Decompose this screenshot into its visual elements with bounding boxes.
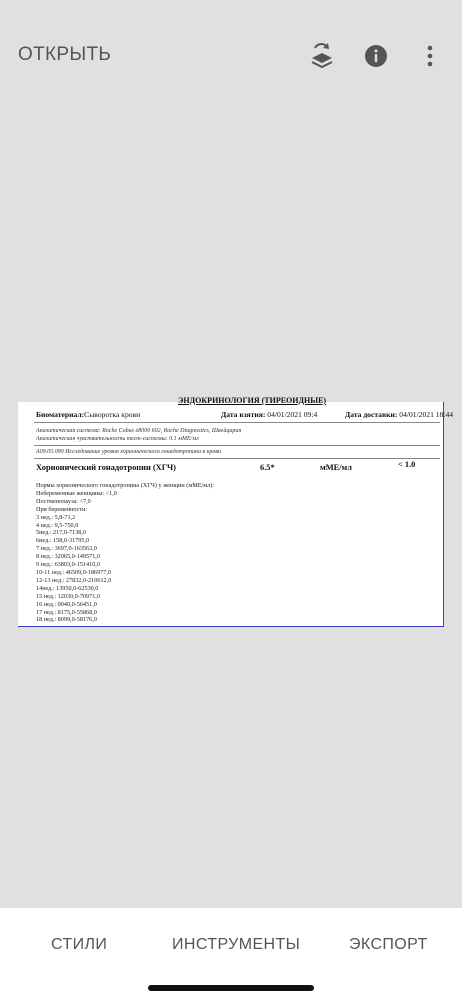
norm-line: Небеременные женщины: <1,0	[36, 489, 117, 497]
test-name: Хорионический гонадотропин (ХГЧ)	[36, 463, 176, 472]
tab-tools[interactable]: ИНСТРУМЕНТЫ	[172, 936, 301, 953]
biomaterial-label: Биоматериал:	[36, 410, 85, 419]
divider	[34, 422, 440, 423]
divider	[34, 458, 440, 459]
norm-line: 8 нед.: 32065,0-149571,0	[36, 553, 100, 561]
norm-line: При беременности:	[36, 505, 88, 513]
norm-line: 18 нед.: 8099,0-58176,0	[36, 616, 97, 624]
norm-line: 17 нед.: 8175,0-55868,0	[36, 608, 97, 616]
document-image[interactable]	[18, 396, 454, 627]
norm-line: 6нед.: 158,0-31795,0	[36, 537, 90, 545]
test-reference: < 1.0	[398, 460, 416, 469]
study-code: A09.05.090 Исследование уровня хорионического гонадотропина в крови	[36, 449, 221, 455]
section-header: ЭНДОКРИНОЛОГИЯ (ТИРЕОИДНЫЕ)	[178, 396, 327, 405]
tab-styles[interactable]: СТИЛИ	[51, 936, 108, 953]
open-button[interactable]: ОТКРЫТЬ	[18, 44, 112, 65]
norm-line: 14нед.: 13950,0-62530,0	[36, 584, 99, 592]
preview-canvas[interactable]	[0, 110, 462, 908]
tab-export[interactable]: ЭКСПОРТ	[349, 936, 428, 953]
bottom-nav	[0, 908, 462, 1000]
norm-line: 15 нед.: 12039,0-70971,0	[36, 592, 100, 600]
taken-value: 04/01/2021 09:4	[267, 410, 318, 419]
top-app-bar	[0, 0, 462, 110]
norm-line: 16 нед.: 9040,0-56451,0	[36, 600, 97, 608]
norm-line: Нормы хорионического гонадотропина (ХГЧ) у женщин (мМЕ/мл):	[36, 482, 215, 489]
divider	[34, 445, 440, 446]
test-result-row	[36, 460, 440, 477]
norm-line: 10-11 нед.: 46509,0-186977,0	[36, 568, 112, 576]
norm-line: 7 нед.: 3697,0-163563,0	[36, 545, 97, 553]
norm-line: Постменопауза: <7,0	[36, 497, 91, 505]
test-value: 6.5*	[260, 463, 275, 472]
layers-refresh-icon[interactable]	[306, 40, 338, 72]
norm-line: 4 нед.: 9,5-750,0	[36, 521, 79, 529]
norm-line: 5нед.: 217,0-7138,0	[36, 529, 87, 537]
analytic-system: Аналитическая система: Roche Cobas e8000 602, Roche Diagnostics, Швейцария	[36, 428, 242, 434]
taken-label: Дата взятия:	[221, 410, 266, 419]
more-vertical-icon[interactable]	[414, 40, 446, 72]
home-indicator[interactable]	[148, 985, 314, 991]
biomaterial-value: Сыворотка крови	[84, 410, 141, 419]
norm-line: 12-13 нед.: 27832,0-210612,0	[36, 576, 112, 584]
delivered-label: Дата доставки:	[345, 410, 398, 419]
test-unit: мМЕ/мл	[320, 463, 352, 472]
reference-norms	[36, 482, 336, 624]
norm-line: 9 нед.: 63803,0-151410,0	[36, 561, 100, 569]
delivered-value: 04/01/2021 18:44	[399, 410, 454, 419]
info-icon[interactable]	[360, 40, 392, 72]
norm-line: 3 нед.: 5,8-71,2	[36, 513, 76, 521]
sensitivity: Аналитическая чувствительность тест-системы: 0.1 мМЕ/мл	[36, 436, 199, 442]
